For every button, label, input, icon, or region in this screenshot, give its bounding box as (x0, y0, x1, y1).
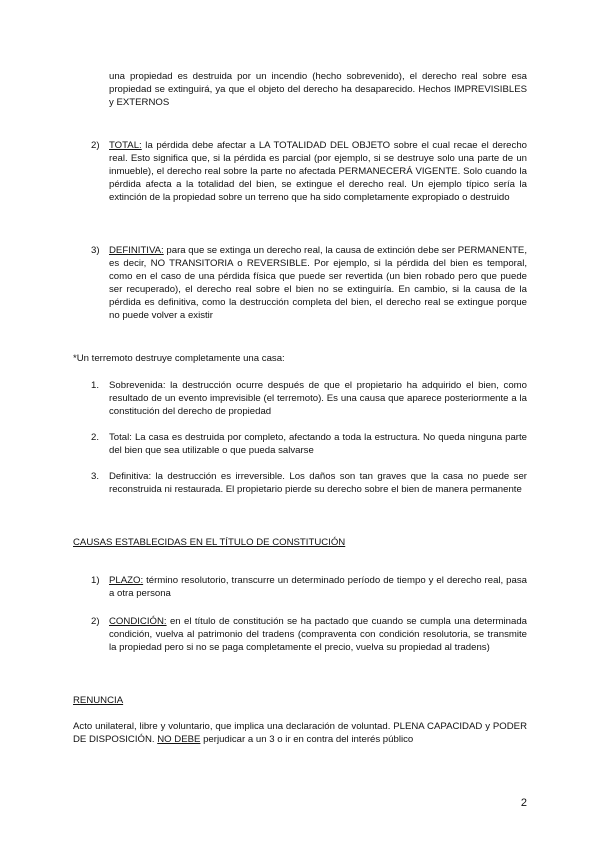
example-definitiva: Definitiva: la destrucción es irreversible. Los daños son tan graves que la casa no puede ser reconstruida ni restaurada. El propietario pierde su derecho sobre el bien de manera permanente (109, 471, 527, 496)
renuncia-emphasis: NO DEBE (157, 734, 201, 746)
cause-number: 2) (91, 616, 100, 627)
total-label: TOTAL: (109, 140, 142, 151)
section-heading-causas: CAUSAS ESTABLECIDAS EN EL TÍTULO DE CONSTITUCIÓN (73, 537, 346, 548)
renuncia-text-end: perjudicar a un 3 o ir en contra del interés público (200, 734, 414, 746)
renuncia-text: Acto unilateral, libre y voluntario, que implica una declaración de voluntad. PLENA CAPACIDAD y PODER DE DISPOSICIÓN. (73, 721, 527, 746)
example-number: 2. (91, 432, 100, 443)
condicion-label: CONDICIÓN: (109, 616, 167, 627)
example-sobrevenida: Sobrevenida: la destrucción ocurre después de que el propietario ha adquirido el bien, como resultado de un evento imprevisible (el terremoto). Es una causa que aparece posteriormente a la constitución del derecho de propiedad (109, 380, 527, 418)
example-intro: *Un terremoto destruye completamente una casa: (73, 353, 285, 364)
condicion-paragraph (109, 615, 527, 654)
total-text: la pérdida debe afectar a LA TOTALIDAD DEL OBJETO sobre el cual recae el derecho real. Esto significa que, si la pérdida es parcial (por ejemplo, si se destruye solo una parte de un inmueble), el derecho real sobre la parte no afectada PERMANECERÁ VIGENTE. Solo cuando la pérdida afecta a la totalidad del bien, se extingue el derecho real. Un ejemplo típico sería la extinción de la propiedad sobre un terreno que ha sido completamente expropiado o destruido (109, 140, 527, 204)
plazo-paragraph (109, 574, 527, 600)
page-number: 2 (520, 797, 527, 809)
definitiva-paragraph (109, 244, 527, 323)
plazo-text: término resolutorio, transcurre un determinado período de tiempo y el derecho real, pasa a otra persona (109, 575, 527, 600)
definitiva-label: DEFINITIVA: (109, 245, 164, 256)
intro-paragraph: una propiedad es destruida por un incendio (hecho sobrevenido), el derecho real sobre esa propiedad se extinguirá, ya que el objeto del derecho ha desaparecido. Hechos IMPREVISIBLES y EXTERNOS (109, 71, 527, 109)
definitiva-text: para que se extinga un derecho real, la causa de extinción debe ser PERMANENTE, es decir, NO TRANSITORIA o REVERSIBLE. Por ejemplo, si la pérdida del bien es temporal, como en el caso de una pérdida física que puede ser revertida (un bien robado pero que puede ser recuperado), el derecho real sobre el bien no se extinguiría. En cambio, si la causa de la pérdida es definitiva, como la destrucción completa del bien, el derecho real se extingue porque no puede volver a existir (109, 245, 527, 322)
condicion-text: en el título de constitución se ha pactado que cuando se cumpla una determinada condición, vuelva al patrimonio del tradens (compraventa con condición resolutoria, se transmite la propiedad pero si no se paga completamente el precio, vuelva su propiedad al tradens) (109, 616, 527, 654)
example-number: 1. (91, 380, 100, 391)
example-total: Total: La casa es destruida por completo, afectando a toda la estructura. No queda ninguna parte del bien que sea utilizable o que pueda salvarse (109, 432, 527, 457)
example-number: 3. (91, 471, 100, 482)
renuncia-paragraph (73, 720, 527, 746)
cause-number: 1) (91, 575, 100, 586)
section-heading-renuncia: RENUNCIA (73, 695, 124, 706)
plazo-label: PLAZO: (109, 575, 144, 586)
item-number: 2) (91, 140, 100, 151)
total-paragraph (109, 139, 527, 204)
item-number: 3) (91, 245, 100, 256)
